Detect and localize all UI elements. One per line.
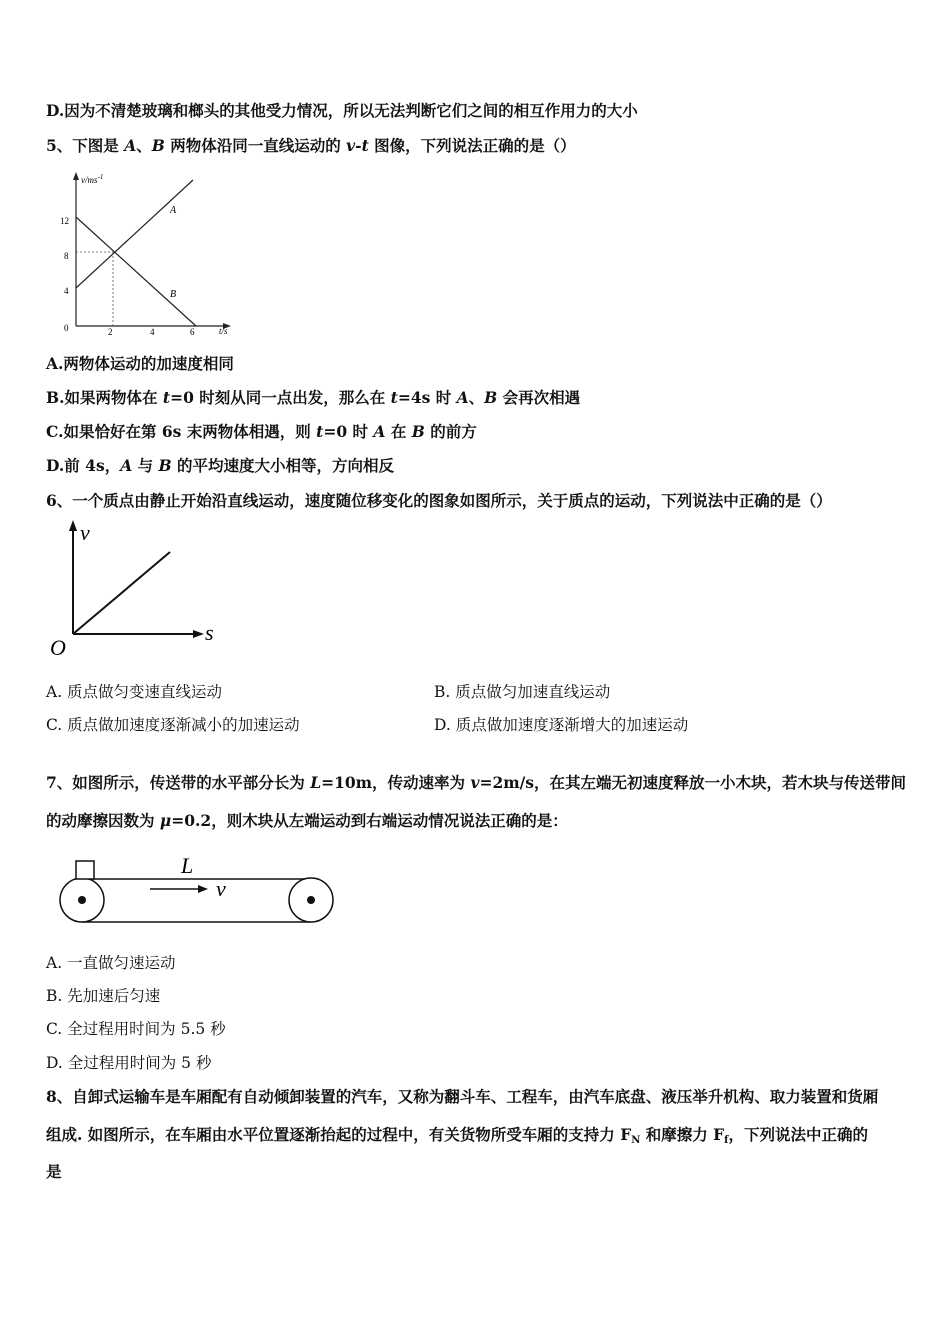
q6-stem: 6、一个质点由静止开始沿直线运动，速度随位移变化的图象如图所示，关于质点的运动，下列说法中正确的是（） — [46, 491, 832, 510]
q5-origin-label: 0 — [64, 323, 69, 333]
q5-option-b: B.如果两物体在 t=0 时刻从同一点出发，那么在 t=4s 时 A、B 会再次相遇 — [46, 388, 581, 407]
q6-option-d: D. 质点做加速度逐渐增大的加速运动 — [434, 716, 689, 734]
q6-option-a: A. 质点做匀变速直线运动 — [46, 683, 223, 701]
q7-left-axle — [78, 896, 86, 904]
q7-right-axle — [307, 896, 315, 904]
q6-y-label: v — [80, 520, 90, 545]
q6-option-c: C. 质点做加速度逐渐减小的加速运动 — [46, 716, 300, 734]
q7-length-label: L — [181, 853, 194, 878]
q7-speed-label: v — [216, 876, 226, 901]
q4-option-d: D.因为不清楚玻璃和榔头的其他受力情况，所以无法判断它们之间的相互作用力的大小 — [46, 101, 638, 120]
q6-origin-label: O — [50, 635, 66, 660]
q7-velocity-arrowhead — [198, 885, 208, 893]
q7-block — [76, 861, 94, 879]
q8-stem-line3: 是 — [46, 1162, 62, 1181]
q5-option-a: A.两物体运动的加速度相同 — [46, 354, 234, 373]
q5-stem: 5、下图是 A、B 两物体沿同一直线运动的 v-t 图像，下列说法正确的是（） — [46, 136, 576, 155]
q5-option-c: C.如果恰好在第 6s 末两物体相遇，则 t=0 时 A 在 B 的前方 — [46, 422, 477, 441]
q7-option-c: C. 全过程用时间为 5.5 秒 — [46, 1020, 226, 1038]
q5-x-axis-label: t/s — [219, 326, 228, 336]
q8-stem-line2: 组成. 如图所示，在车厢由水平位置逐渐抬起的过程中，有关货物所受车厢的支持力 $F_N$ 和摩擦力 $F_f$，下列说法中正确的 — [46, 1125, 868, 1146]
q7-option-d: D. 全过程用时间为 5 秒 — [46, 1054, 212, 1072]
q5-x-tick-6: 6 — [190, 327, 195, 337]
q5-option-d: D.前 4s，A 与 B 的平均速度大小相等，方向相反 — [46, 456, 395, 475]
q7-option-b: B. 先加速后匀速 — [46, 987, 161, 1005]
q5-line-b-label: B — [170, 289, 177, 300]
q5-y-axis-label: $v/ms^{-1}$ — [81, 173, 104, 185]
q5-x-tick-2: 2 — [108, 327, 113, 337]
q6-option-b: B. 质点做匀加速直线运动 — [434, 683, 611, 701]
q7-stem-line1: 7、如图所示，传送带的水平部分长为 L=10m，传动速率为 v=2m/s，在其左端无初速度释放一小木块，若木块与传送带间 — [46, 773, 907, 792]
q7-stem-line2: 的动摩擦因数为 μ=0.2，则木块从左端运动到右端运动情况说法正确的是： — [46, 811, 568, 830]
q5-line-a-label: A — [170, 205, 177, 216]
q5-y-tick-8: 8 — [64, 251, 69, 261]
q7-option-a: A. 一直做匀速运动 — [46, 954, 176, 972]
q6-x-label: s — [205, 620, 214, 645]
q5-y-tick-12: 12 — [60, 216, 69, 226]
q8-stem-line1: 8、自卸式运输车是车厢配有自动倾卸装置的汽车，又称为翻斗车、工程车，由汽车底盘、液压举升机构、取力装置和货厢 — [46, 1087, 879, 1106]
q5-y-tick-4: 4 — [64, 286, 69, 296]
q5-x-tick-4: 4 — [150, 327, 155, 337]
